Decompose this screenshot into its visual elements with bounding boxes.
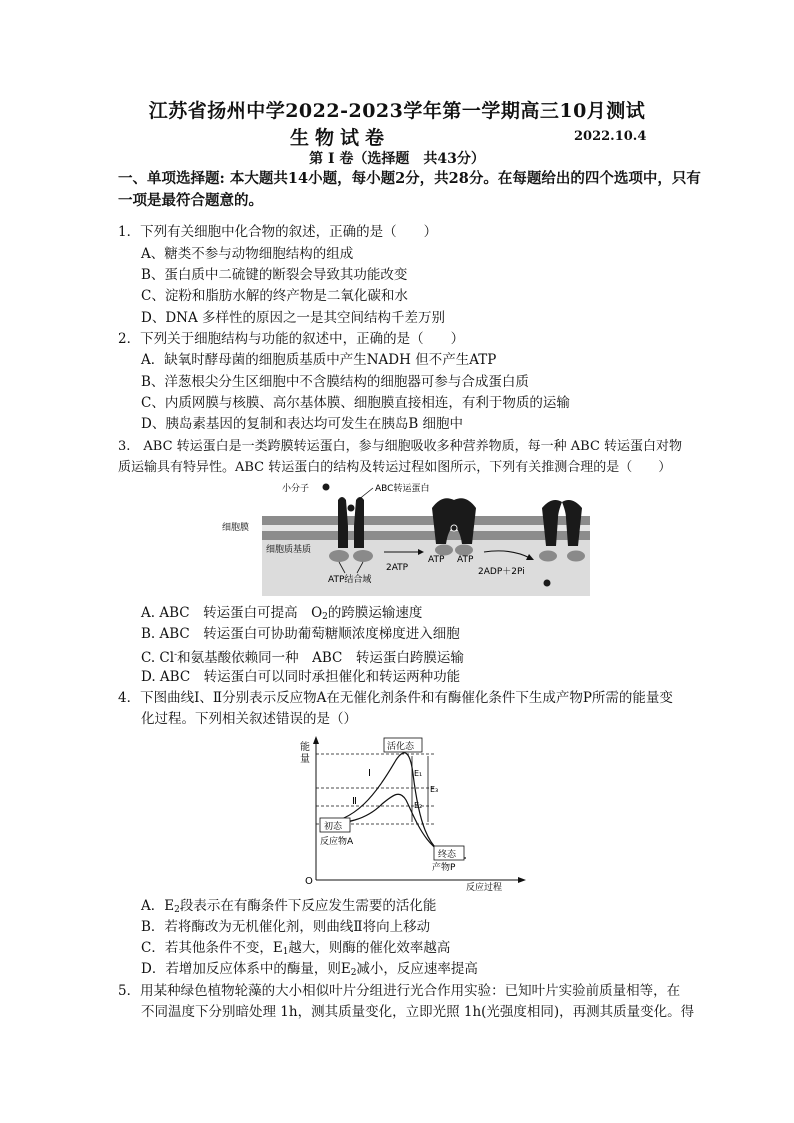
label-2atp: 2ATP — [386, 563, 409, 573]
label-reactant: 反应物A — [320, 837, 354, 847]
q5-line1: 5．用某种绿色植物轮藻的大小相似叶片分组进行光合作用实验：已知叶片实验前质量相等，在 — [118, 983, 681, 999]
q5-line2: 不同温度下分别暗处理 1h，测其质量变化，立即光照 1h(光强度相同)，再测其质量变化。得 — [141, 1004, 695, 1020]
q3-option-d: D. ABC 转运蛋白可以同时承担催化和转运两种功能 — [141, 669, 461, 685]
label-membrane: 细胞膜 — [222, 523, 250, 533]
q2-option-b: B、洋葱根尖分生区细胞中不含膜结构的细胞器可参与合成蛋白质 — [141, 374, 529, 390]
cytoplasm-region — [262, 536, 590, 596]
q1-option-d: D、DNA 多样性的原因之一是其空间结构千差万别 — [141, 310, 445, 326]
q3-option-a: A. ABC 转运蛋白可提高 $O_2$的跨膜运输速度 — [141, 605, 423, 622]
y-label-bottom: 量 — [300, 754, 310, 765]
part-heading: 第 Ⅰ 卷（选择题 共43分） — [309, 151, 485, 167]
q1-option-c: C、淀粉和脂肪水解的终产物是二氧化碳和水 — [141, 288, 408, 304]
exam-subtitle: 生物试卷 — [290, 127, 391, 149]
q4-option-d: D．若增加反应体系中的酶量，则$E_2$减小，反应速率提高 — [141, 961, 478, 978]
y-label-top: 能 — [300, 742, 310, 753]
q4-option-a: A．$E_2$段表示在有酶条件下反应发生需要的活化能 — [141, 898, 437, 915]
small-molecule-legend-dot — [323, 484, 330, 491]
q4-stem-line2: 化过程。下列相关叙述错误的是（） — [141, 711, 357, 727]
membrane-outer-layer — [262, 516, 590, 525]
q1-option-a: A、糖类不参与动物细胞结构的组成 — [141, 246, 354, 262]
label-cytoplasm: 细胞质基质 — [266, 545, 312, 555]
origin-label: O — [305, 876, 313, 887]
exam-date: 2022.10.4 — [574, 129, 647, 144]
label-final: 终态 — [438, 850, 457, 860]
q4-option-c: C．若其他条件不变，$E_1$越大，则酶的催化效率越高 — [141, 940, 451, 957]
q3-stem-line2: 质运输具有特异性。ABC 转运蛋白的结构及转运过程如图所示，下列有关推测合理的是（ ） — [118, 460, 672, 475]
label-product: 产物P — [432, 863, 456, 873]
q4-stem-line1: 4．下图曲线Ⅰ、Ⅱ分别表示反应物A在无催化剂条件和有酶催化条件下生成产物P所需的能量变 — [118, 690, 673, 706]
label-atp-domain: ATP结合域 — [328, 575, 372, 585]
q2-option-a: A．缺氧时酵母菌的细胞质基质中产生NADH 但不产生ATP — [141, 352, 497, 368]
x-axis-label: 反应过程 — [466, 883, 503, 893]
q3-option-b: B. ABC 转运蛋白可协助葡萄糖顺浓度梯度进入细胞 — [141, 626, 460, 642]
label-curve-ii: Ⅱ — [352, 796, 357, 807]
label-e3: E₃ — [430, 785, 439, 794]
label-adp: 2ADP＋2Pi — [478, 567, 525, 577]
label-curve-i: Ⅰ — [368, 768, 371, 779]
label-e2: E₂ — [414, 801, 423, 810]
small-molecule-dot — [348, 505, 355, 512]
label-atp-right: ATP — [457, 555, 474, 565]
q3-stem-line1: 3. ABC 转运蛋白是一类跨膜转运蛋白，参与细胞吸收多种营养物质，每一种 ABC 转运蛋白对物 — [118, 439, 683, 454]
exam-title: 江苏省扬州中学2022-2023学年第一学期高三10月测试 — [148, 100, 646, 122]
label-activated: 活化态 — [387, 742, 415, 752]
label-abc-protein: ABC转运蛋白 — [375, 484, 430, 494]
q4-option-b: B．若将酶改为无机催化剂，则曲线Ⅱ将向上移动 — [141, 919, 431, 935]
label-small-molecule: 小分子 — [282, 484, 310, 494]
q2-stem: 2．下列关于细胞结构与功能的叙述中，正确的是（ ） — [118, 331, 465, 347]
q1-stem: 1．下列有关细胞中化合物的叙述，正确的是（ ） — [118, 224, 438, 240]
q2-option-c: C、内质网膜与核膜、高尔基体膜、细胞膜直接相连，有利于物质的运输 — [141, 395, 570, 411]
q3-option-c: C. Cl-和氨基酸依赖同一种 ABC 转运蛋白跨膜运输 — [141, 650, 464, 666]
label-e1: E₁ — [414, 769, 423, 778]
q1-option-b: B、蛋白质中二硫键的断裂会导致其功能改变 — [141, 267, 408, 283]
abc-transporter-figure — [220, 478, 592, 600]
section-heading: 一、单项选择题: 本大题共14小题，每小题2分，共28分。在每题给出的四个选项中，只有一项是最符合题意的。 — [118, 170, 701, 209]
label-initial: 初态 — [324, 822, 343, 832]
energy-diagram — [296, 734, 528, 894]
q2-option-d: D、胰岛素基因的复制和表达均可发生在胰岛B 细胞中 — [141, 416, 464, 432]
label-atp-left: ATP — [428, 555, 445, 565]
membrane-inner-layer — [262, 531, 590, 540]
